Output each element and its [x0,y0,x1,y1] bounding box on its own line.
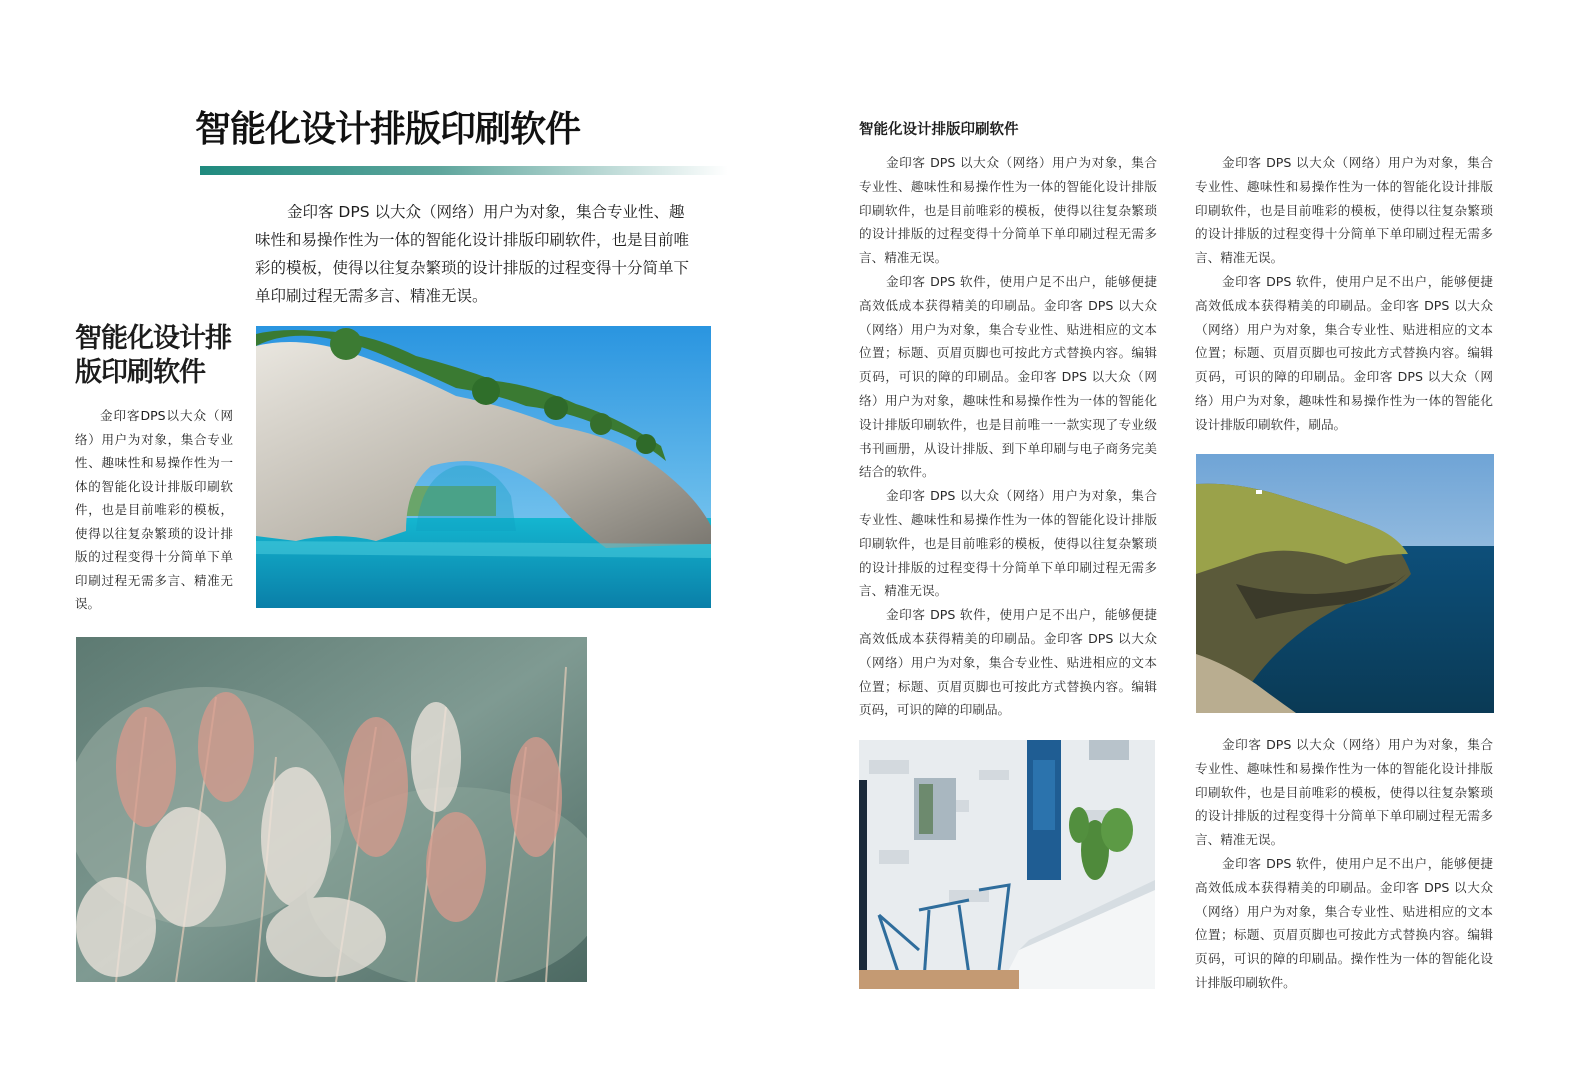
white-house-photo [859,740,1155,989]
paragraph: 金印客 DPS 软件，使用户足不出户，能够便捷高效低成本获得精美的印刷品。金印客 DPS 以大众（网络）用户为对象，集合专业性、贴进相应的文本位置；标题、页眉页脚也可按此方式替换内容。编辑页码，可识的障的印刷品。金印客 DPS 以大众（网络）用户为对象，趣味性和易操作性为一体的智能化设计排版印刷软件，刷品。 [1195,273,1493,432]
grass-photo [76,637,587,982]
paragraph: 金印客 DPS 以大众（网络）用户为对象，集合专业性、趣味性和易操作性为一体的智能化设计排版印刷软件，也是目前唯彩的模板，使得以往复杂繁琐的设计排版的过程变得十分简单下单印刷过程无需多言、精准无误。 [1195,737,1493,848]
page-title: 智能化设计排版印刷软件 [195,109,581,150]
coastline-photo [1196,454,1494,713]
paragraph: 金印客 DPS 以大众（网络）用户为对象，集合专业性、趣味性和易操作性为一体的智能化设计排版印刷软件，也是目前唯彩的模板，使得以往复杂繁琐的设计排版的过程变得十分简单下单印刷过程无需多言、精准无误。 [859,155,1157,266]
sea-arch-photo [256,326,711,608]
side-paragraph: 金印客DPS以大众（网络）用户为对象，集合专业性、趣味性和易操作性为一体的智能化设计排版印刷软件，也是目前唯彩的模板，使得以往复杂繁琐的设计排版的过程变得十分简单下单印刷过程无需多言、精准无误。 [75,408,233,611]
side-heading: 智能化设计排版印刷软件 [75,323,231,388]
paragraph: 金印客 DPS 以大众（网络）用户为对象，集合专业性、趣味性和易操作性为一体的智能化设计排版印刷软件，也是目前唯彩的模板，使得以往复杂繁琐的设计排版的过程变得十分简单下单印刷过程无需多言、精准无误。 [859,488,1157,599]
text-column-b [1195,151,1493,437]
title-gradient-bar [200,166,728,175]
paragraph: 金印客 DPS 软件，使用户足不出户，能够便捷高效低成本获得精美的印刷品。金印客 DPS 以大众（网络）用户为对象，集合专业性、贴进相应的文本位置；标题、页眉页脚也可按此方式替换内容。编辑页码，可识的障的印刷品。 [859,607,1157,718]
paragraph: 金印客 DPS 软件，使用户足不出户，能够便捷高效低成本获得精美的印刷品。金印客 DPS 以大众（网络）用户为对象，集合专业性、贴进相应的文本位置；标题、页眉页脚也可按此方式替换内容。编辑页码，可识的障的印刷品。操作性为一体的智能化设计排版印刷软件。 [1195,855,1493,990]
right-page-title: 智能化设计排版印刷软件 [859,122,1019,138]
paragraph: 金印客 DPS 以大众（网络）用户为对象，集合专业性、趣味性和易操作性为一体的智能化设计排版印刷软件，也是目前唯彩的模板，使得以往复杂繁琐的设计排版的过程变得十分简单下单印刷过程无需多言、精准无误。 [1195,155,1493,266]
text-column-c [1195,733,1493,995]
text-column-a [859,151,1157,722]
intro-paragraph: 金印客 DPS 以大众（网络）用户为对象，集合专业性、趣味性和易操作性为一体的智能化设计排版印刷软件，也是目前唯彩的模板，使得以往复杂繁琐的设计排版的过程变得十分简单下单印刷过程无需多言、精准无误。 [255,203,690,305]
paragraph: 金印客 DPS 软件，使用户足不出户，能够便捷高效低成本获得精美的印刷品。金印客 DPS 以大众（网络）用户为对象，集合专业性、贴进相应的文本位置；标题、页眉页脚也可按此方式替换内容。编辑页码，可识的障的印刷品。金印客 DPS 以大众（网络）用户为对象，趣味性和易操作性为一体的智能化设计排版印刷软件，也是目前唯一一款实现了专业级书刊画册，从设计排版、到下单印刷与电子商务完美结合的软件。 [859,273,1157,480]
